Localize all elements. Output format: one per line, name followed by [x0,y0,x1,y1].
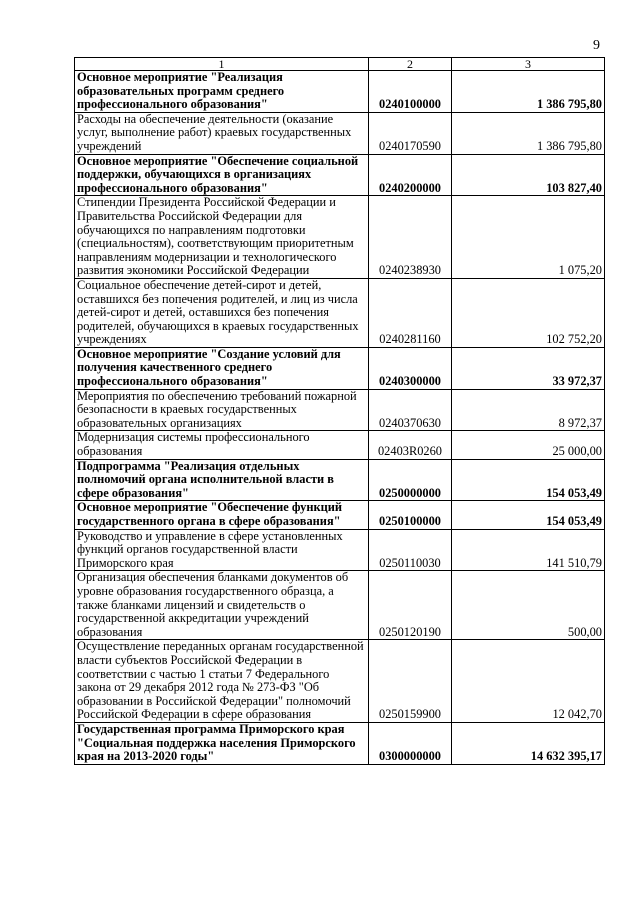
table-header-row [75,58,605,71]
table-row [75,529,605,571]
row-code: 0240300000 [369,347,452,389]
table-row [75,722,605,764]
row-code: 0250000000 [369,459,452,501]
row-amount: 25 000,00 [452,431,605,459]
page-number: 9 [593,38,600,53]
row-code: 02403R0260 [369,431,452,459]
row-code: 0250110030 [369,529,452,571]
table-row [75,431,605,459]
table-row [75,640,605,723]
row-name: Модернизация системы профессионального образования [75,431,369,459]
row-amount: 1 386 795,80 [452,112,605,154]
row-amount: 14 632 395,17 [452,722,605,764]
row-code: 0240200000 [369,154,452,196]
table-row [75,347,605,389]
table-row [75,501,605,529]
row-name: Стипендии Президента Российской Федерации и Правительства Российской Федерации для обучающихся по направлениям подготовки (специальностям), соответствующим приоритетным направлениям модернизации и технологического развития экономики Российской Федерации [75,196,369,279]
row-name: Организация обеспечения бланками документов об уровне образования государственного образца, а также бланками лицензий и свидетельств о государственной аккредитации учреждений образования [75,571,369,640]
row-amount: 102 752,20 [452,278,605,347]
row-amount: 154 053,49 [452,501,605,529]
row-code: 0240281160 [369,278,452,347]
row-amount: 1 075,20 [452,196,605,279]
row-code: 0240170590 [369,112,452,154]
row-amount: 12 042,70 [452,640,605,723]
table-row [75,389,605,431]
row-amount: 1 386 795,80 [452,71,605,113]
row-name: Руководство и управление в сфере установленных функций органов государственной власти Приморского края [75,529,369,571]
row-code: 0240100000 [369,71,452,113]
row-code: 0300000000 [369,722,452,764]
row-name: Мероприятия по обеспечению требований пожарной безопасности в краевых государственных образовательных организациях [75,389,369,431]
table-row [75,571,605,640]
row-amount: 103 827,40 [452,154,605,196]
row-name: Основное мероприятие "Создание условий для получения качественного среднего профессионального образования" [75,347,369,389]
row-amount: 154 053,49 [452,459,605,501]
row-amount: 33 972,37 [452,347,605,389]
table-row [75,154,605,196]
column-header-3: 3 [452,58,605,71]
row-name: Основное мероприятие "Обеспечение социальной поддержки, обучающихся в организациях профессионального образования" [75,154,369,196]
row-amount: 500,00 [452,571,605,640]
row-name: Государственная программа Приморского края "Социальная поддержка населения Приморского края на 2013-2020 годы" [75,722,369,764]
row-code: 0240370630 [369,389,452,431]
row-name: Осуществление переданных органам государственной власти субъектов Российской Федерации в соответствии с частью 1 статьи 7 Федерального закона от 29 декабря 2012 года № 273-ФЗ "Об образовании в Российской Федерации" полномочий Российской Федерации в сфере образования [75,640,369,723]
column-header-1: 1 [75,58,369,71]
table-row [75,278,605,347]
table-row [75,71,605,113]
table-row [75,459,605,501]
row-name: Подпрограмма "Реализация отдельных полномочий органа исполнительной власти в сфере образования" [75,459,369,501]
row-name: Основное мероприятие "Обеспечение функций государственного органа в сфере образования" [75,501,369,529]
row-amount: 8 972,37 [452,389,605,431]
column-header-2: 2 [369,58,452,71]
row-code: 0250159900 [369,640,452,723]
table-row [75,112,605,154]
row-name: Расходы на обеспечение деятельности (оказание услуг, выполнение работ) краевых государственных учреждений [75,112,369,154]
row-amount: 141 510,79 [452,529,605,571]
row-code: 0240238930 [369,196,452,279]
row-name: Социальное обеспечение детей-сирот и детей, оставшихся без попечения родителей, и лиц из числа детей-сирот и детей, оставшихся без попечения родителей, обучающихся в краевых государственных учреждениях [75,278,369,347]
row-code: 0250100000 [369,501,452,529]
row-code: 0250120190 [369,571,452,640]
budget-table [74,57,605,765]
table-row [75,196,605,279]
row-name: Основное мероприятие "Реализация образовательных программ среднего профессионального образования" [75,71,369,113]
